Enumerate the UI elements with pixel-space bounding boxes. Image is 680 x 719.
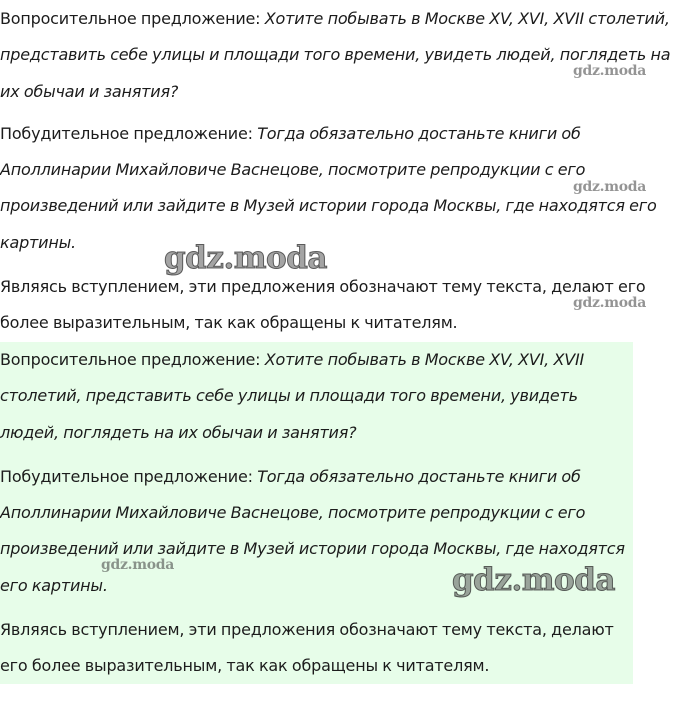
conclusion-paragraph: Являясь вступлением, эти предложения обозначают тему текста, делают его более выразительным, так как обращены к читателям. [0, 277, 646, 333]
question-sentence-text: Хотите побывать в Москве XV, XVI, XVII столетий, представить себе улицы и площади того времени, увидеть людей, поглядеть на их обычаи и занятия? [0, 9, 671, 101]
watermark: gdz.moda [573, 63, 647, 79]
conclusion-paragraph: Являясь вступлением, эти предложения обозначают тему текста, делают его более выразительным, так как обращены к читателям. [0, 620, 614, 676]
answer-text-highlighted [0, 342, 633, 684]
question-sentence-paragraph [0, 342, 633, 451]
question-sentence-paragraph [0, 1, 676, 110]
watermark: gdz.moda [573, 295, 647, 311]
imperative-sentence-label: Побудительное предложение: [0, 466, 258, 486]
imperative-sentence-text: Тогда обязательно достаньте книги об Аполлинарии Михайловиче Васнецове, посмотрите репродукции с его произведений или зайдите в Музей истории города Москвы, где находятся его картины. [0, 466, 625, 595]
imperative-sentence-paragraph [0, 459, 633, 604]
imperative-sentence-paragraph [0, 116, 676, 261]
question-sentence-label: Вопросительное предложение: [0, 9, 265, 28]
answer-text-original [0, 0, 676, 342]
imperative-sentence-text: Тогда обязательно достаньте книги об Аполлинарии Михайловиче Васнецове, посмотрите репродукции с его произведений или зайдите в Музей истории города Москвы, где находятся его картины. [0, 123, 657, 252]
question-sentence-label: Вопросительное предложение: [0, 350, 265, 369]
watermark: gdz.moda [573, 179, 647, 195]
watermark: gdz.moda [101, 557, 175, 573]
question-sentence-text: Хотите побывать в Москве XV, XVI, XVII столетий, представить себе улицы и площади того времени, увидеть людей, поглядеть на их обычаи и занятия? [0, 350, 585, 442]
imperative-sentence-label: Побудительное предложение: [0, 123, 258, 143]
watermark: gdz.moda [452, 562, 615, 598]
watermark: gdz.moda [164, 240, 327, 276]
